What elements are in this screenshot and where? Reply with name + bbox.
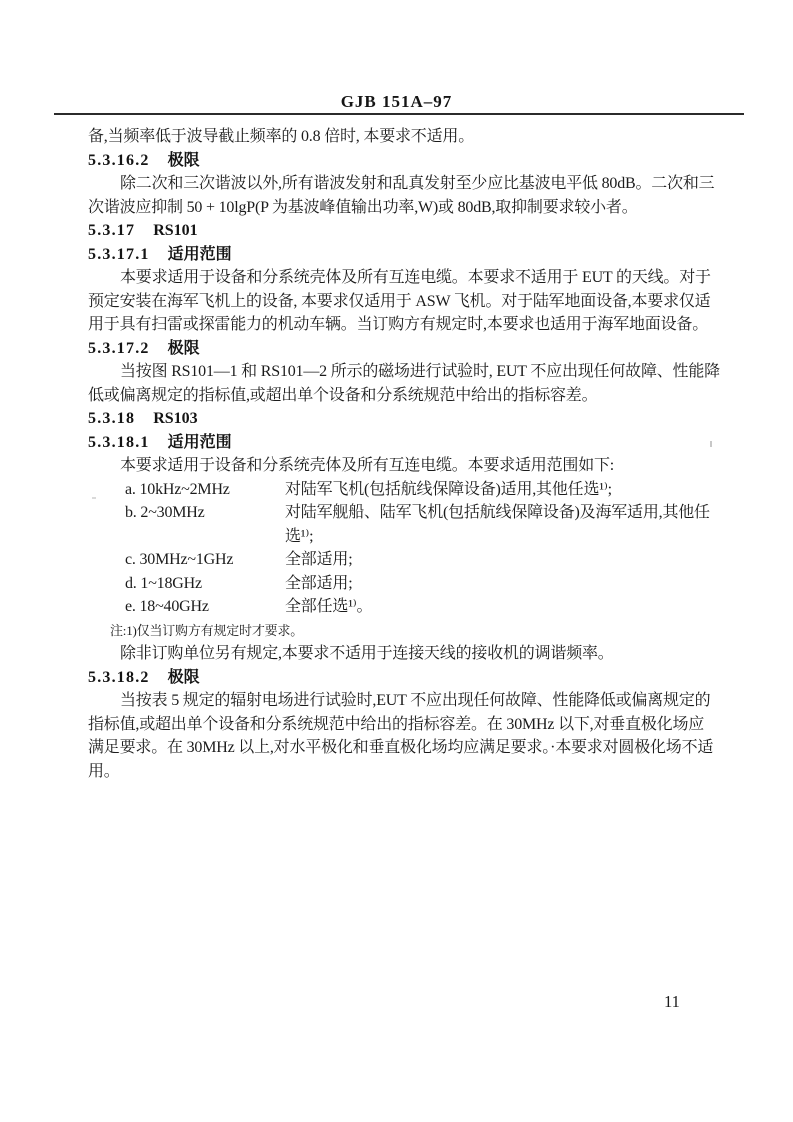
text-line: 次谐波应抑制 50 + 10lgP(P 为基波峰值输出功率,W)或 80dB,取抑制要求较小者。 (88, 198, 638, 216)
doc-header-title: GJB 151A–97 (340, 92, 453, 111)
range-label: e. 18~40GHz (125, 598, 209, 615)
section-number: 5.3.18.1 (88, 433, 150, 451)
text-line: 除二次和三次谐波以外,所有谐波发射和乱真发射至少应比基波电平低 80dB。二次和三 (120, 175, 715, 192)
frequency-range-item-b-continuation (88, 525, 714, 549)
range-label: a. 10kHz~2MHz (125, 480, 230, 498)
text-line: 低或偏离规定的指标值,或超出单个设备和分系统规范中给出的指标容差。 (88, 386, 598, 404)
text-line: 当按表 5 规定的辐射电场进行试验时,EUT 不应出现任何故障、性能降低或偏离规定的 (120, 692, 711, 709)
section-heading-5-3-16-2 (88, 149, 714, 173)
section-number: 5.3.17.1 (88, 245, 150, 263)
paragraph-continuation-line: 备,当频率低于波导截止频率的 0.8 倍时, 本要求不适用。 (88, 128, 475, 145)
range-label: d. 1~18GHz (125, 574, 202, 592)
section-title: 极限 (167, 151, 200, 169)
section-heading-5-3-17 (88, 219, 714, 243)
frequency-range-item-e (88, 595, 714, 619)
section-number: 5.3.18 (88, 410, 136, 427)
section-heading-5-3-18 (88, 407, 714, 431)
text-line: 指标值,或超出单个设备和分系统规范中给出的指标容差。在 30MHz 以下,对垂直极化场应 (88, 715, 705, 733)
text-line: 本要求适用于设备和分系统壳体及所有互连电缆。本要求不适用于 EUT 的天线。对于 (120, 269, 711, 286)
document-body (88, 125, 720, 783)
range-label: c. 30MHz~1GHz (125, 551, 234, 568)
text-line: 除非订购单位另有规定,本要求不适用于连接天线的接收机的调谐频率。 (120, 645, 614, 662)
range-description: 全部适用; (285, 551, 353, 568)
range-description: 选¹⁾; (285, 527, 314, 545)
section-heading-5-3-17-2 (88, 337, 714, 361)
frequency-range-item-a (88, 478, 714, 502)
text-line: 本要求适用于设备和分系统壳体及所有互连电缆。本要求适用范围如下: (120, 457, 615, 474)
frequency-range-item-d (88, 572, 714, 596)
range-description: 对陆军飞机(包括航线保障设备)适用,其他任选¹⁾; (285, 480, 612, 498)
scan-artifact (92, 497, 96, 499)
page-number: 11 (664, 992, 680, 1011)
section-number: 5.3.16.2 (88, 151, 150, 169)
frequency-range-item-c (88, 548, 714, 572)
section-title: 适用范围 (167, 245, 232, 263)
section-heading-5-3-17-1 (88, 243, 714, 267)
section-heading-5-3-18-2 (88, 666, 714, 690)
section-number: 5.3.17.2 (88, 339, 150, 357)
text-line: 用。 (88, 762, 120, 780)
section-title: 适用范围 (167, 433, 232, 451)
section-number: 5.3.17 (88, 222, 136, 239)
section-heading-5-3-18-1 (88, 431, 714, 455)
text-line: 当按图 RS101—1 和 RS101—2 所示的磁场进行试验时, EUT 不应出现任何故障、性能降 (120, 363, 720, 380)
scan-artifact (710, 441, 712, 447)
section-title: 极限 (167, 668, 200, 686)
section-number: 5.3.18.2 (88, 668, 150, 686)
range-label: b. 2~30MHz (125, 504, 205, 521)
range-description: 全部任选¹⁾。 (285, 598, 373, 615)
footnote: 注:1)仅当订购方有规定时才要求。 (110, 622, 304, 638)
header-rule (54, 113, 744, 115)
range-description: 全部适用; (285, 574, 353, 592)
text-line: 满足要求。在 30MHz 以上,对水平极化和垂直极化场均应满足要求。·本要求对圆极化场不适 (88, 739, 714, 756)
section-title: RS101 (153, 222, 198, 239)
section-title: 极限 (167, 339, 200, 357)
frequency-range-item-b (88, 501, 714, 525)
range-description: 对陆军舰船、陆军飞机(包括航线保障设备)及海军适用,其他任 (285, 504, 710, 521)
text-line: 预定安装在海军飞机上的设备, 本要求仅适用于 ASW 飞机。对于陆军地面设备,本要求仅适 (88, 292, 711, 310)
section-title: RS103 (153, 410, 198, 427)
text-line: 用于具有扫雷或探雷能力的机动车辆。当订购方有规定时,本要求也适用于海军地面设备。 (88, 316, 709, 333)
